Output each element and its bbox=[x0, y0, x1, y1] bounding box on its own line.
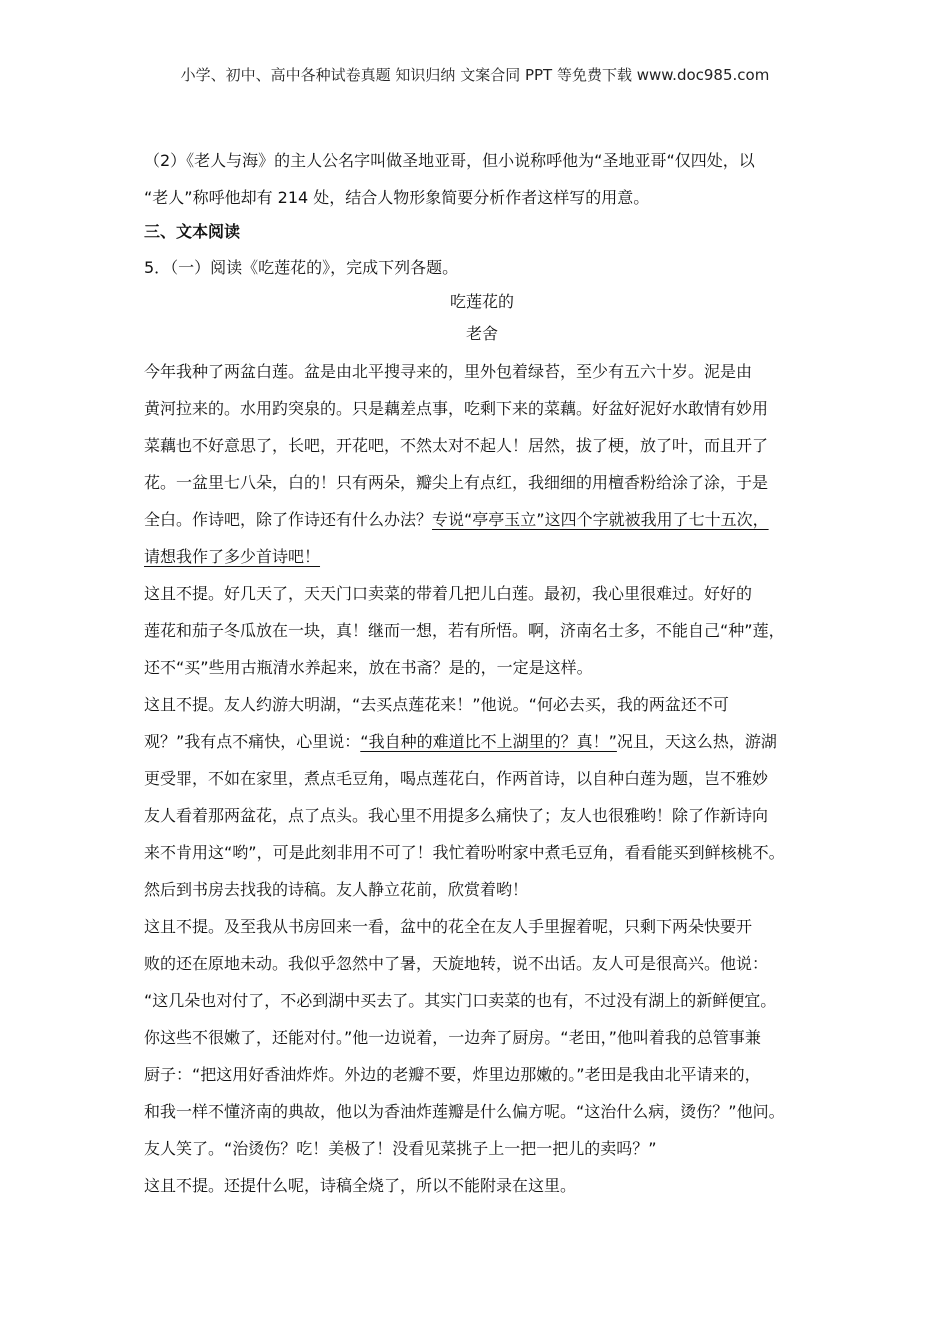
paragraph-1 bbox=[144, 357, 820, 579]
paragraph-line: 然后到书房去找我的诗稿。友人静立花前，欣赏着哟！ bbox=[144, 880, 529, 899]
question-5-intro: 5．（一）阅读《吃莲花的》，完成下列各题。 bbox=[144, 258, 459, 277]
paragraph-line: 这且不提。及至我从书房回来一看，盆中的花全在友人手里握着呢，只剩下两朵快要开 bbox=[144, 917, 753, 936]
plain-text: 观？”我有点不痛快，心里说： bbox=[144, 732, 361, 751]
paragraph-line: 友人看着那两盆花，点了点头。我心里不用提多么痛快了；友人也很雅哟！除了作新诗向 bbox=[144, 806, 769, 825]
paragraph-3 bbox=[144, 690, 820, 912]
paragraph-line bbox=[144, 542, 820, 579]
paragraph-line: 花。一盆里七八朵，白的！只有两朵，瓣尖上有点红，我细细的用檀香粉给涂了涂，于是 bbox=[144, 473, 769, 492]
paragraph-line bbox=[144, 505, 820, 542]
paragraph-line: 更受罪，不如在家里，煮点毛豆角，喝点莲花白，作两首诗，以自种白莲为题，岂不雅妙 bbox=[144, 769, 769, 788]
underlined-sentence: “我自种的难道比不上湖里的？真！” bbox=[360, 732, 617, 751]
page-header: 小学、初中、高中各种试卷真题 知识归纳 文案合同 PPT 等免费下载 www.doc985.com bbox=[180, 66, 770, 84]
plain-text: 全白。作诗吧，除了作诗还有什么办法？ bbox=[144, 510, 433, 529]
paragraph-line: 今年我种了两盆白莲。盆是由北平搜寻来的，里外包着绿苔，至少有五六十岁。泥是由 bbox=[144, 362, 753, 381]
paragraph-5 bbox=[144, 1171, 820, 1208]
question-2-line-1: （2）《老人与海》的主人公名字叫做圣地亚哥，但小说称呼他为“圣地亚哥“仅四处，以 bbox=[144, 151, 755, 170]
section-heading: 三、文本阅读 bbox=[144, 222, 241, 241]
paragraph-line: 菜藕也不好意思了，长吧，开花吧，不然太对不起人！居然，拔了梗，放了叶，而且开了 bbox=[144, 436, 769, 455]
paragraph-line: 这且不提。好几天了，天天门口卖菜的带着几把儿白莲。最初，我心里很难过。好好的 bbox=[144, 584, 753, 603]
paragraph-2 bbox=[144, 579, 820, 690]
document-body bbox=[144, 146, 820, 1208]
paragraph-line: 这且不提。还提什么呢，诗稿全烧了，所以不能附录在这里。 bbox=[144, 1176, 577, 1195]
paragraph-line: 这且不提。友人约游大明湖，“去买点莲花来！”他说。“何必去买，我的两盆还不可 bbox=[144, 695, 729, 714]
paragraph-line: 莲花和茄子冬瓜放在一块，真！继而一想，若有所悟。啊，济南名士多，不能自己“种”莲， bbox=[144, 621, 785, 640]
plain-text: 况且，天这么热，游湖 bbox=[616, 732, 777, 751]
paragraph-line: “这几朵也对付了，不必到湖中买去了。其实门口卖菜的也有，不过没有湖上的新鲜便宜。 bbox=[144, 991, 777, 1010]
underlined-sentence: 专说“亭亭玉立”这四个字就被我用了七十五次， bbox=[432, 510, 769, 529]
paragraph-line: 你这些不很嫩了，还能对付。”他一边说着，一边奔了厨房。“老田，”他叫着我的总管事兼 bbox=[144, 1028, 761, 1047]
paragraph-line: 败的还在原地未动。我似乎忽然中了暑，天旋地转，说不出话。友人可是很高兴。他说： bbox=[144, 954, 769, 973]
paragraph-line: 厨子：“把这用好香油炸炸。外边的老瓣不要，炸里边那嫩的。”老田是我由北平请来的， bbox=[144, 1065, 761, 1084]
paragraph-line: 和我一样不懂济南的典故，他以为香油炸莲瓣是什么偏方呢。“这治什么病，烫伤？”他问。 bbox=[144, 1102, 785, 1121]
paragraph-line: 来不肯用这“哟”，可是此刻非用不可了！我忙着吩咐家中煮毛豆角，看看能买到鲜核桃不。 bbox=[144, 843, 785, 862]
question-2-line-2: “老人”称呼他却有 214 处，结合人物形象简要分析作者这样写的用意。 bbox=[144, 188, 650, 207]
paragraph-line bbox=[144, 727, 820, 764]
essay-title: 吃莲花的 bbox=[449, 292, 514, 311]
underlined-sentence: 请想我作了多少首诗吧！ bbox=[144, 547, 321, 566]
essay-author: 老舍 bbox=[465, 324, 498, 343]
paragraph-line: 友人笑了。“治烫伤？吃！美极了！没看见菜挑子上一把一把儿的卖吗？” bbox=[144, 1139, 657, 1158]
paragraph-line: 黄河拉来的。水用趵突泉的。只是藕差点事，吃剩下来的菜藕。好盆好泥好水敢情有妙用 bbox=[144, 399, 769, 418]
paragraph-4 bbox=[144, 912, 820, 1171]
paragraph-line: 还不“买”些用古瓶清水养起来，放在书斋？是的，一定是这样。 bbox=[144, 658, 593, 677]
